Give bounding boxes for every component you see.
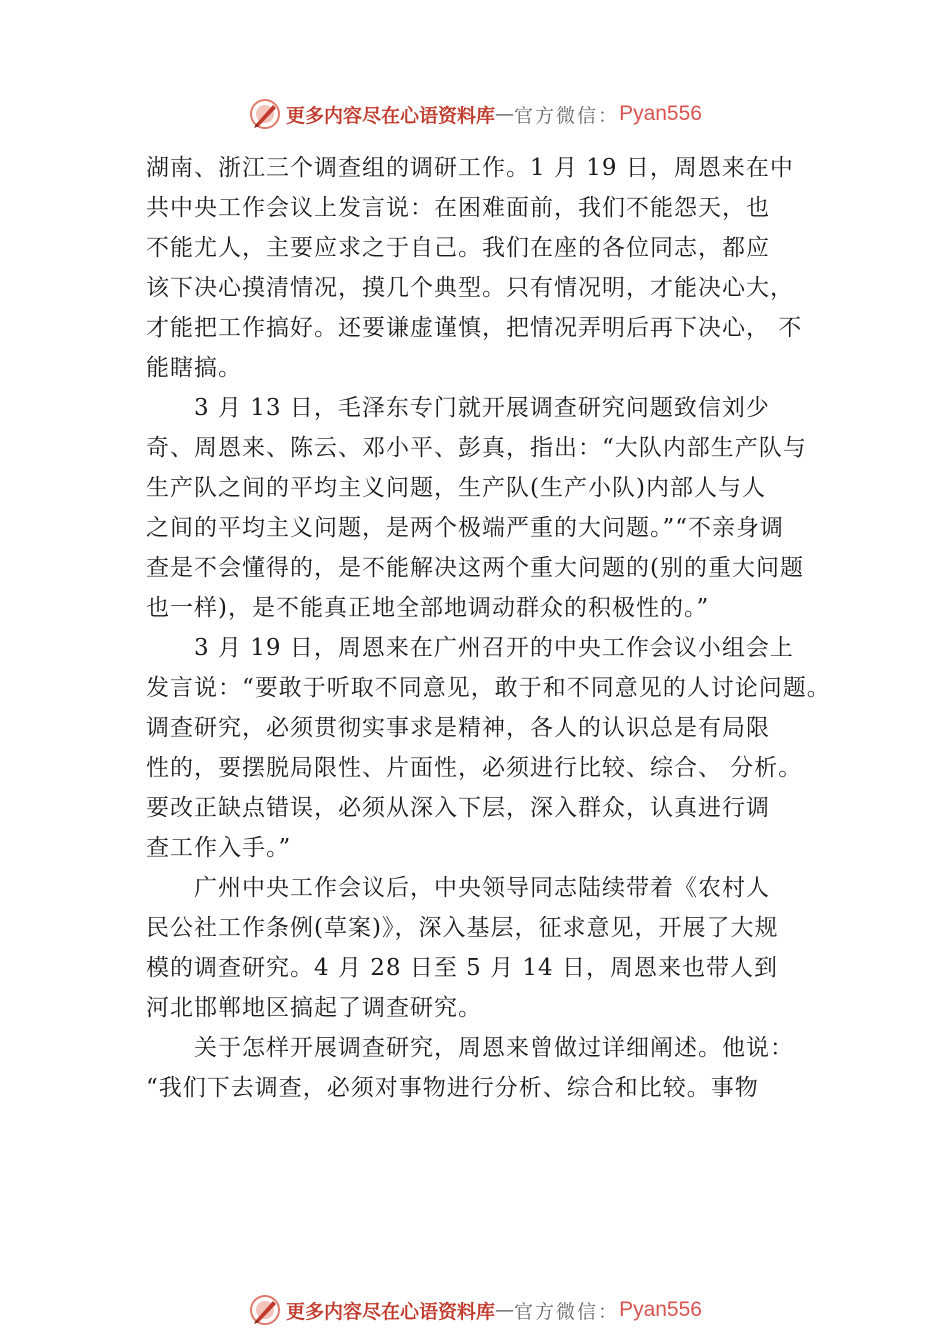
text-line: “我们下去调查，必须对事物进行分析、综合和比较。事物 (146, 1075, 759, 1101)
pen-logo-icon (248, 1293, 282, 1327)
text-line: 性的，要摆脱局限性、片面性，必须进行比较、综合、 分析。 (146, 755, 803, 781)
separator-dash: — (495, 1299, 515, 1321)
text-line: 不能尤人，主要应求之于自己。我们在座的各位同志，都应 (146, 235, 770, 261)
text-line: 要改正缺点错误，必须从深入下层，深入群众，认真进行调 (146, 795, 770, 821)
pen-logo-icon (248, 97, 282, 131)
text-line: 能瞎搞。 (146, 355, 242, 381)
text-line: 查是不会懂得的，是不能解决这两个重大问题的(别的重大问题 (146, 555, 804, 581)
text-line: 奇、周恩来、陈云、邓小平、彭真，指出：“大队内部生产队与 (146, 435, 807, 461)
text-line: 生产队之间的平均主义问题，生产队(生产小队)内部人与人 (146, 475, 766, 501)
paragraph-start-line: 广州中央工作会议后，中央领导同志陆续带着《农村人 (194, 875, 770, 901)
wechat-label: 官方微信： (514, 1300, 620, 1323)
wechat-id: Pyan556 (619, 102, 702, 125)
paragraph-start-line: 3 月 13 日，毛泽东专门就开展调查研究问题致信刘少 (194, 395, 770, 421)
text-line: 发言说：“要敢于听取不同意见，敢于和不同意见的人讨论问题。 (146, 675, 831, 701)
text-line: 之间的平均主义问题，是两个极端严重的大问题。”“不亲身调 (146, 515, 785, 541)
site-label: 更多内容尽在心语资料库 (286, 1300, 496, 1323)
separator-dash: — (495, 103, 515, 125)
wechat-label: 官方微信： (514, 104, 620, 127)
text-line: 才能把工作搞好。还要谦虚谨慎，把情况弄明后再下决心， 不 (146, 315, 803, 341)
text-line: 调查研究，必须贯彻实事求是精神，各人的认识总是有局限 (146, 715, 770, 741)
text-line: 模的调查研究。4 月 28 日至 5 月 14 日，周恩来也带人到 (146, 955, 778, 981)
header-banner (0, 94, 950, 134)
text-line: 也一样)，是不能真正地全部地调动群众的积极性的。” (146, 595, 710, 621)
document-body (146, 148, 831, 1108)
paragraph-start-line: 关于怎样开展调查研究，周恩来曾做过详细阐述。他说： (194, 1035, 794, 1061)
text-line: 河北邯郸地区搞起了调查研究。 (146, 995, 482, 1021)
text-line: 该下决心摸清情况，摸几个典型。只有情况明，才能决心大， (146, 275, 794, 301)
text-line: 民公社工作条例(草案)》，深入基层，征求意见，开展了大规 (146, 915, 779, 941)
footer-banner (0, 1290, 950, 1330)
site-label: 更多内容尽在心语资料库 (286, 104, 496, 127)
text-line: 共中央工作会议上发言说：在困难面前，我们不能怨天，也 (146, 195, 770, 221)
text-line: 湖南、浙江三个调查组的调研工作。1 月 19 日，周恩来在中 (146, 155, 794, 181)
paragraph-start-line: 3 月 19 日，周恩来在广州召开的中央工作会议小组会上 (194, 635, 794, 661)
wechat-id: Pyan556 (619, 1298, 702, 1321)
text-line: 查工作入手。” (146, 835, 292, 861)
